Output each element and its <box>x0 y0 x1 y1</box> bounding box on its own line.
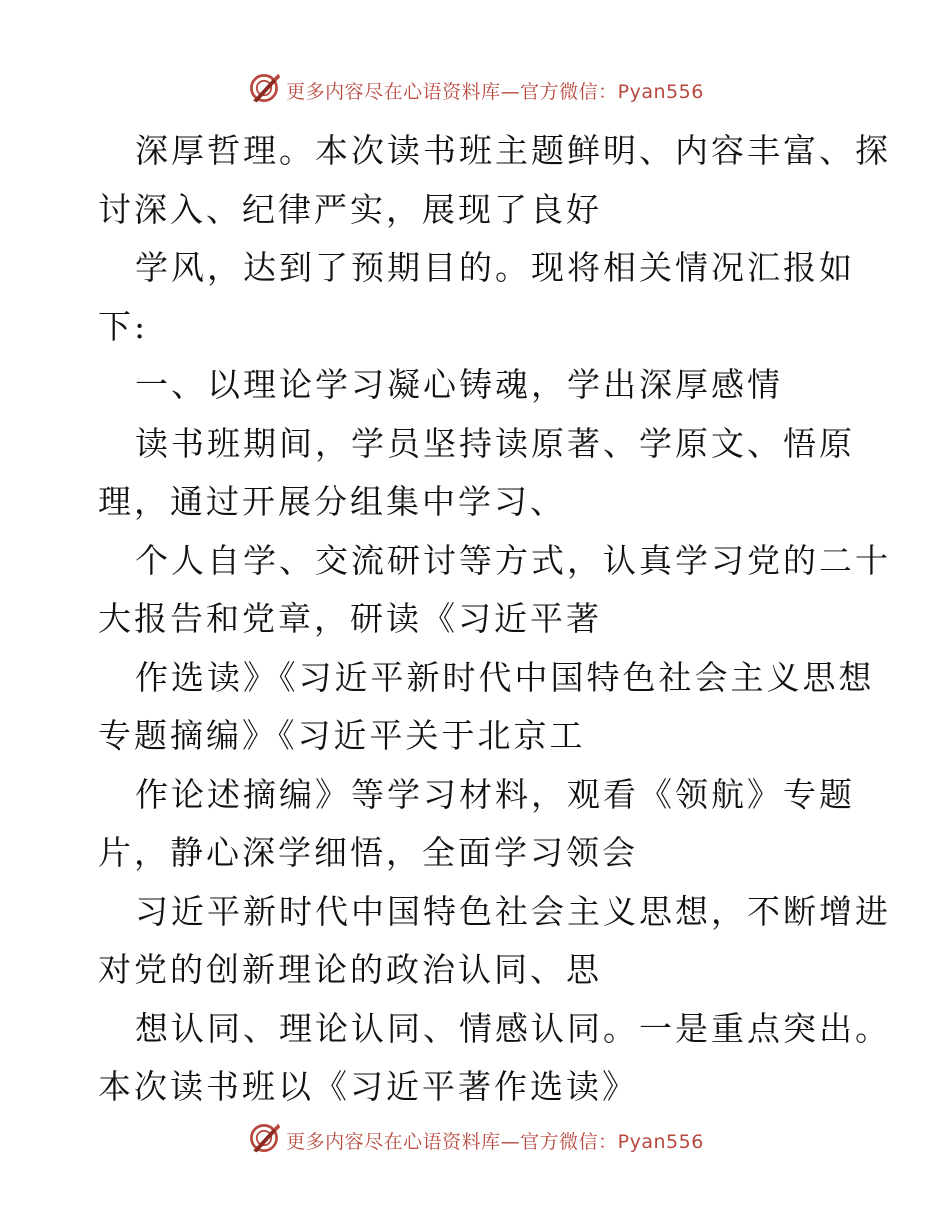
watermark-main-text: 更多内容尽在心语资料库 <box>286 1130 501 1153</box>
text-line: 个人自学、交流研讨等方式，认真学习党的二十 <box>135 540 891 580</box>
text-line: 对党的创新理论的政治认同、思 <box>98 950 602 989</box>
text-line: 下: <box>98 306 149 346</box>
text-line: 想认同、理论认同、情感认同。一是重点突出。 <box>135 1008 891 1048</box>
text-line: 一、以理论学习凝心铸魂，学出深厚感情 <box>135 365 783 404</box>
header-watermark <box>0 70 950 110</box>
watermark-sub-text: 官方微信：Pyan556 <box>520 80 704 103</box>
watermark-dash: — <box>500 1130 521 1153</box>
text-line: 理，通过开展分组集中学习、 <box>98 482 566 521</box>
text-line: 学风，达到了预期目的。现将相关情况汇报如 <box>135 248 855 287</box>
document-body <box>98 122 891 1117</box>
text-line: 专题摘编》《习近平关于北京工 <box>98 716 586 755</box>
text-line: 片，静心深学细悟，全面学习领会 <box>98 833 638 872</box>
text-line: 作论述摘编》等学习材料，观看《领航》专题 <box>135 774 855 814</box>
pen-logo-icon <box>246 70 282 106</box>
footer-watermark <box>0 1120 950 1160</box>
text-line: 深厚哲理。本次读书班主题鲜明、内容丰富、探 <box>135 131 891 170</box>
watermark-dash: — <box>500 80 521 103</box>
text-line: 讨深入、纪律严实，展现了良好 <box>98 189 602 229</box>
text-line: 作选读》《习近平新时代中国特色社会主义思想 <box>135 657 875 697</box>
watermark-main-text: 更多内容尽在心语资料库 <box>286 80 501 103</box>
text-line: 习近平新时代中国特色社会主义思想，不断增进 <box>135 891 891 931</box>
text-line: 读书班期间，学员坚持读原著、学原文、悟原 <box>135 423 855 463</box>
watermark-sub-text: 官方微信：Pyan556 <box>520 1130 704 1153</box>
pen-logo-icon <box>246 1120 282 1156</box>
text-line: 本次读书班以《习近平著作选读》 <box>98 1067 638 1106</box>
text-line: 大报告和党章，研读《习近平著 <box>98 599 602 638</box>
